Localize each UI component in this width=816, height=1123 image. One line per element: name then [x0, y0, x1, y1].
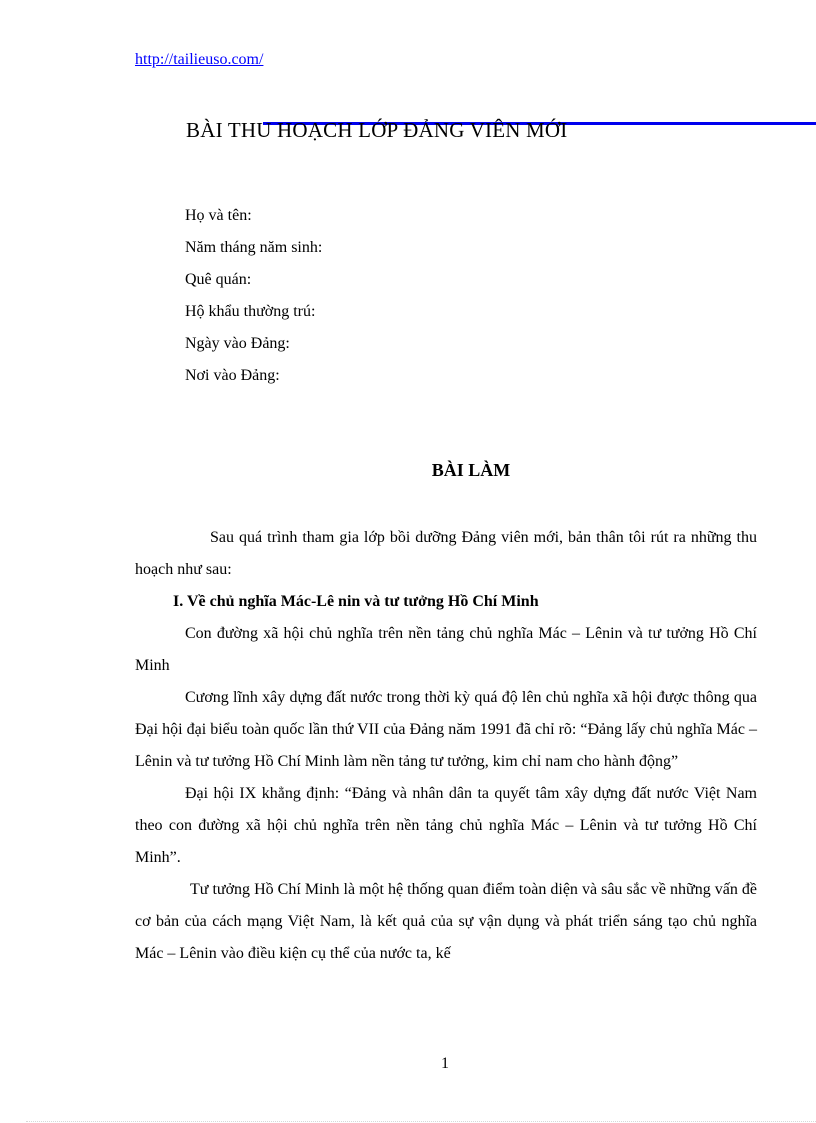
section-heading: BÀI LÀM [431, 460, 511, 480]
info-field-hometown: Quê quán: [185, 271, 252, 288]
personal-info-fields [185, 200, 322, 392]
body-text [135, 522, 757, 970]
info-field-party-join-place: Nơi vào Đảng: [185, 367, 280, 384]
paragraph: Con đường xã hội chủ nghĩa trên nền tảng chủ nghĩa Mác – Lênin và tư tưởng Hồ Chí Minh [135, 625, 757, 674]
subsection-heading: I. Về chủ nghĩa Mác-Lê nin và tư tưởng Hồ Chí Minh [173, 593, 539, 610]
info-field-full-name: Họ và tên: [185, 207, 252, 224]
header-link[interactable]: http://tailieuso.com/ [135, 51, 264, 68]
page-break-line [26, 1121, 816, 1122]
intro-paragraph: Sau quá trình tham gia lớp bồi dưỡng Đảng viên mới, bản thân tôi rút ra những thu hoạch như sau: [135, 529, 757, 578]
paragraph: Tư tưởng Hồ Chí Minh là một hệ thống quan điểm toàn diện và sâu sắc về những vấn đề cơ bản của cách mạng Việt Nam, là kết quả của sự vận dụng và phát triển sáng tạo chủ nghĩa Mác – Lênin vào điều kiện cụ thể của nước ta, kế [135, 881, 757, 962]
paragraph: Cương lĩnh xây dựng đất nước trong thời kỳ quá độ lên chủ nghĩa xã hội được thông qua Đại hội đại biểu toàn quốc lần thứ VII của Đảng năm 1991 đã chỉ rõ: “Đảng lấy chủ nghĩa Mác – Lênin và tư tưởng Hồ Chí Minh làm nền tảng tư tưởng, kim chỉ nam cho hành động” [135, 689, 757, 770]
paragraph: Đại hội IX khẳng định: “Đảng và nhân dân ta quyết tâm xây dựng đất nước Việt Nam theo con đường xã hội chủ nghĩa trên nền tảng chủ nghĩa Mác – Lênin và tư tưởng Hồ Chí Minh”. [135, 785, 757, 866]
document-title: BÀI THU HOẠCH LỚP ĐẢNG VIÊN MỚI [186, 118, 568, 142]
info-field-birth-date: Năm tháng năm sinh: [185, 239, 323, 256]
info-field-party-join-date: Ngày vào Đảng: [185, 335, 290, 352]
page-number: 1 [441, 1055, 449, 1072]
info-field-residence: Hộ khẩu thường trú: [185, 303, 316, 320]
